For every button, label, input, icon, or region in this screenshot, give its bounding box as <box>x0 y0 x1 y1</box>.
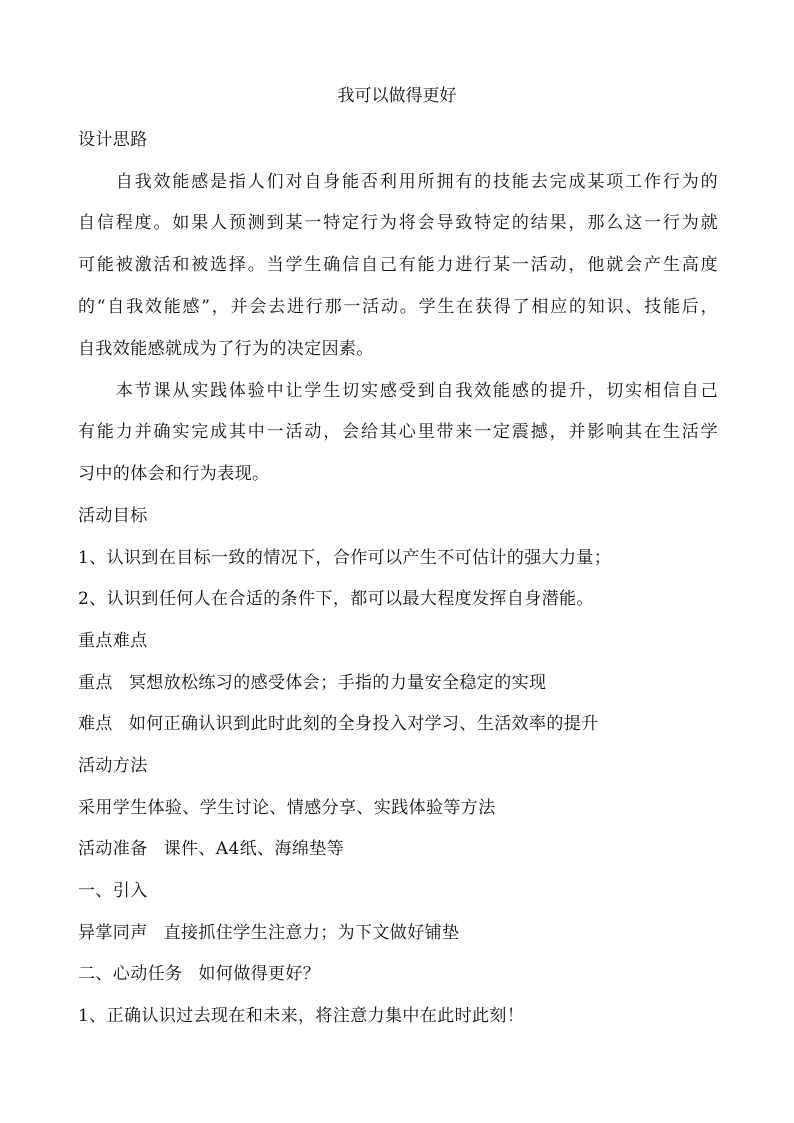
difficulty-label: 难点 <box>78 714 113 734</box>
key-point-text: 冥想放松练习的感受体会；手指的力量安全稳定的实现 <box>128 673 547 693</box>
paragraph-line: 自我效能感是指人们对自身能否利用所拥有的技能去完成某项工作行为的 <box>78 172 718 192</box>
task-text: 如何做得更好？ <box>198 964 321 984</box>
task-heading-row <box>78 962 320 986</box>
paragraph-line: 自我效能感就成为了行为的决定因素。 <box>78 339 374 359</box>
task-item: 1、正确认识过去现在和未来，将注意力集中在此时此刻！ <box>78 1006 525 1026</box>
section-heading-focus: 重点难点 <box>78 631 148 651</box>
section-heading-goals: 活动目标 <box>78 506 148 526</box>
paragraph-line: 的“自我效能感”，并会去进行那一活动。学生在获得了相应的知识、技能后， <box>78 297 718 317</box>
paragraph-line: 可能被激活和被选择。当学生确信自己有能力进行某一活动，他就会产生高度 <box>78 255 718 275</box>
paragraph-line: 有能力并确实完成其中一活动，会给其心里带来一定震撼，并影响其在生活学 <box>78 422 718 442</box>
goal-item: 2、认识到任何人在合适的条件下，都可以最大程度发挥自身潜能。 <box>78 589 594 609</box>
paragraph-line: 自信程度。如果人预测到某一特定行为将会导致特定的结果，那么这一行为就 <box>78 213 718 233</box>
intro-label: 异掌同声 <box>78 923 148 943</box>
section-heading-method: 活动方法 <box>78 756 148 776</box>
difficulty-text: 如何正确认识到此时此刻的全身投入对学习、生活效率的提升 <box>128 714 599 734</box>
paragraph-line: 本节课从实践体验中让学生切实感受到自我效能感的提升，切实相信自己 <box>78 381 718 401</box>
section-heading-design: 设计思路 <box>78 130 148 150</box>
key-point-row <box>78 671 546 695</box>
prep-row <box>78 837 344 861</box>
goal-item: 1、认识到在目标一致的情况下，合作可以产生不可估计的强大力量； <box>78 548 612 568</box>
intro-text: 直接抓住学生注意力；为下文做好铺垫 <box>163 923 460 943</box>
section-heading-intro: 一、引入 <box>78 881 148 901</box>
intro-row <box>78 921 459 945</box>
task-label: 二、心动任务 <box>78 964 183 984</box>
key-point-label: 重点 <box>78 673 113 693</box>
difficulty-row <box>78 712 599 736</box>
method-text: 采用学生体验、学生讨论、情感分享、实践体验等方法 <box>78 798 496 818</box>
prep-text: 课件、A4纸、海绵垫等 <box>163 839 345 859</box>
document-title: 我可以做得更好 <box>337 86 457 106</box>
prep-label: 活动准备 <box>78 839 148 859</box>
paragraph-line: 习中的体会和行为表现。 <box>78 464 270 484</box>
